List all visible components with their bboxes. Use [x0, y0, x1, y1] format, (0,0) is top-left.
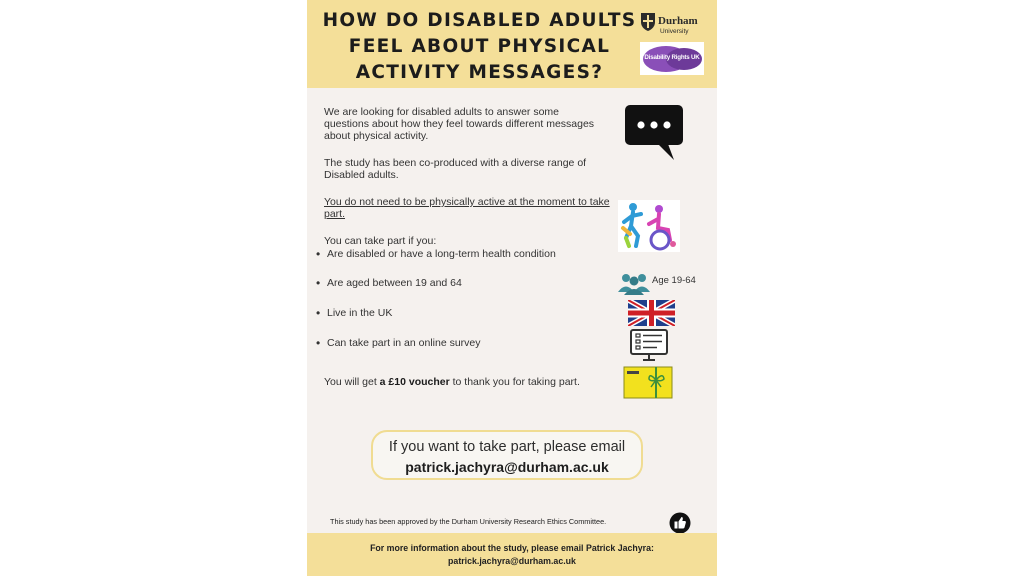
- thumbs-up-icon: [669, 512, 691, 534]
- page-title: HOW DO DISABLED ADULTS FEEL ABOUT PHYSICAL ACTIVITY MESSAGES?: [322, 10, 637, 83]
- header: [307, 0, 717, 88]
- list-item: • Can take part in an online survey: [327, 337, 481, 349]
- co-produced-paragraph: The study has been co-produced with a diverse range of Disabled adults.: [324, 157, 587, 181]
- people-group-icon: [616, 272, 652, 296]
- contact-call-to-action: [371, 430, 643, 480]
- disability-rights-uk-logo: [640, 42, 704, 75]
- online-survey-icon: [629, 329, 669, 361]
- durham-logo-sub: University: [660, 28, 689, 35]
- ethics-approval-text: This study has been approved by the Durham University Research Ethics Committee.: [330, 517, 607, 526]
- no-activity-needed-paragraph: You do not need to be physically active at the moment to take part.: [324, 196, 610, 220]
- gift-voucher-icon: [623, 366, 673, 399]
- eligibility-heading: You can take part if you:: [324, 235, 437, 247]
- disabled-athletes-icon: [618, 200, 680, 252]
- durham-university-logo: [640, 11, 708, 37]
- list-item: • Are disabled or have a long-term health condition: [327, 248, 556, 260]
- disability-rights-uk-text: Disability Rights UK: [644, 54, 700, 61]
- age-label: Age 19-64: [652, 275, 696, 286]
- speech-bubble-icon: [624, 104, 684, 162]
- voucher-text: [324, 376, 580, 388]
- poster: [307, 0, 717, 576]
- voucher-suffix: to thank you for taking part.: [449, 376, 580, 388]
- voucher-prefix: You will get: [324, 376, 380, 388]
- list-item: • Are aged between 19 and 64: [327, 277, 462, 289]
- voucher-amount: a £10 voucher: [379, 376, 450, 388]
- uk-flag-icon: [628, 300, 675, 326]
- intro-paragraph: We are looking for disabled adults to answer some questions about how they feel towards different messages about physical activity.: [324, 106, 595, 142]
- footer-info-text: For more information about the study, please email Patrick Jachyra:: [370, 543, 654, 553]
- cta-text: If you want to take part, please email: [388, 439, 626, 455]
- list-item: • Live in the UK: [327, 307, 392, 319]
- cta-email-link[interactable]: patrick.jachyra@durham.ac.uk: [405, 459, 609, 475]
- durham-logo-name: Durham: [658, 15, 698, 27]
- footer: [307, 533, 717, 576]
- shield-icon: [640, 12, 656, 32]
- footer-email-link[interactable]: patrick.jachyra@durham.ac.uk: [448, 556, 576, 566]
